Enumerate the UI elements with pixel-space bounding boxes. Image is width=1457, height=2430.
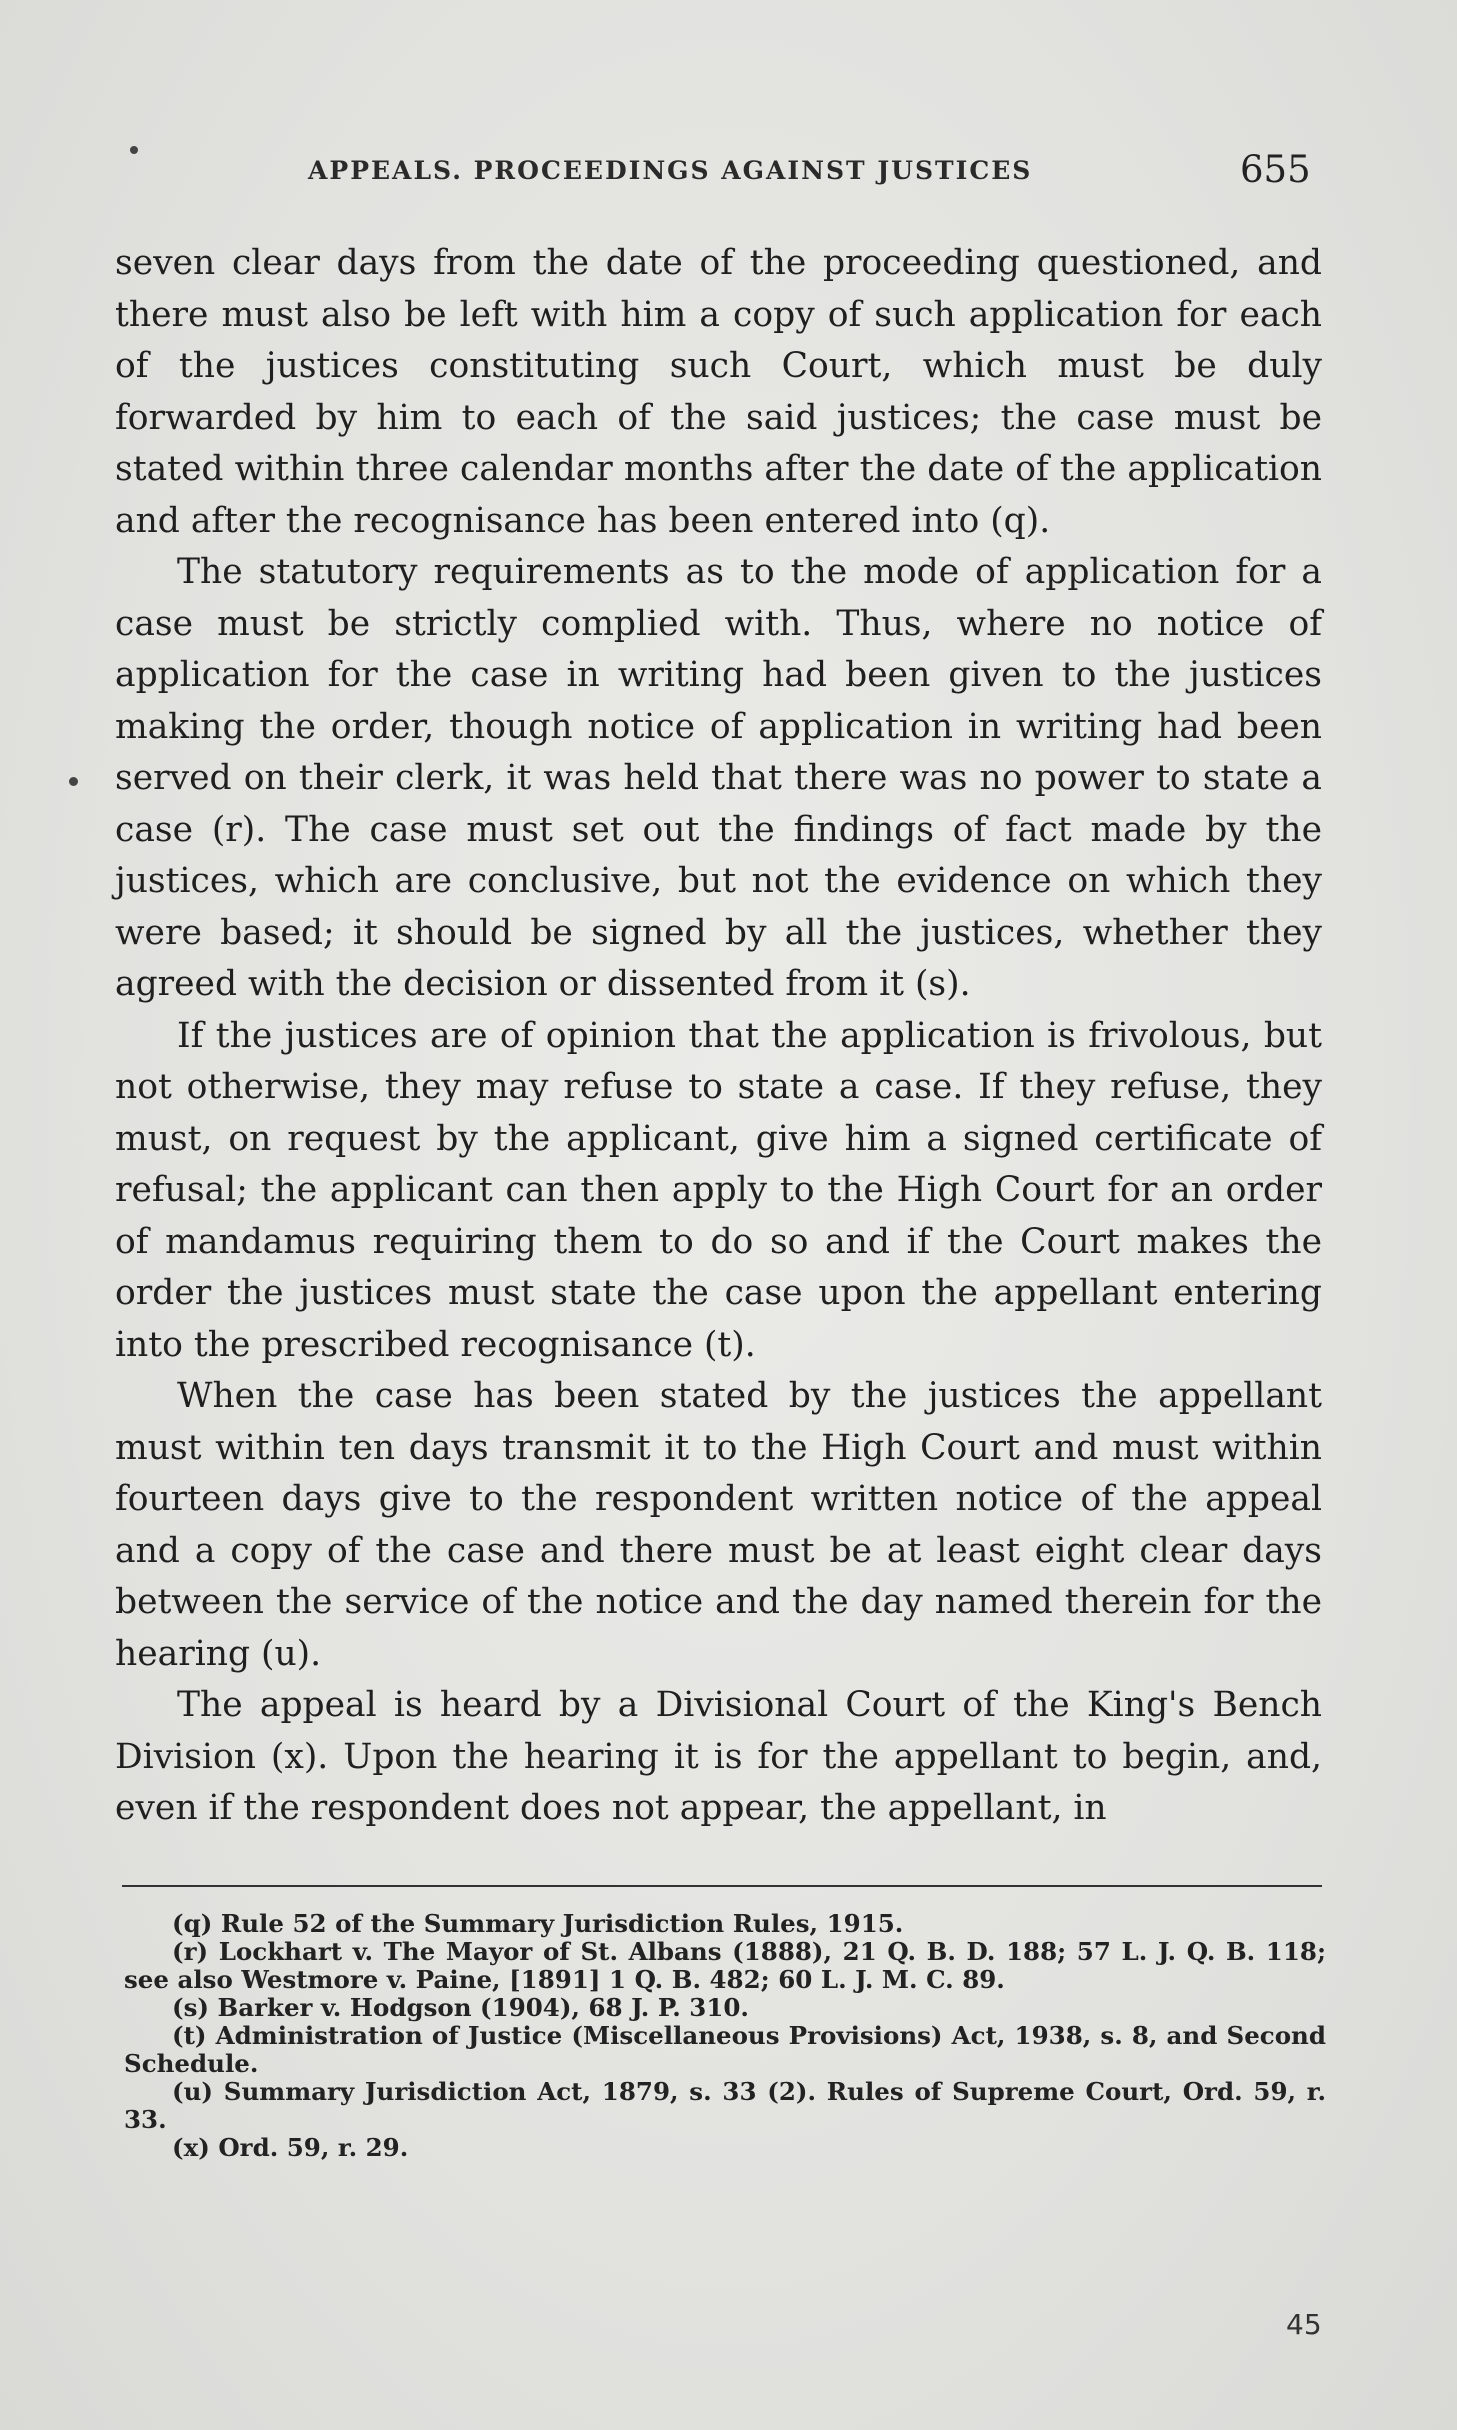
footnote-divider [122, 1885, 1322, 1887]
paragraph: If the justices are of opinion that the application is frivolous, but not otherwise, they may refuse to state a case. If they refuse, they must, on request by the applicant, give him a signed certificate of refusal; the applicant can then apply to the High Court for an order of mandamus requiring them to do so and if the Court makes the order the justices must state the case upon the appellant entering into the prescribed recognisance (t). [115, 1015, 1322, 1365]
page-header [0, 148, 1457, 194]
paragraph: seven clear days from the date of the proceeding questioned, and there must also be left with him a copy of such application for each of the justices constituting such Court, which must be duly forwarded by him to each of the said justices; the case must be stated within three calendar months after the date of the application and after the recognisance has been entered into (q). [115, 243, 1322, 541]
signature-mark: 45 [1286, 2308, 1322, 2341]
footnotes [124, 1910, 1326, 2162]
footnote: (x) Ord. 59, r. 29. [172, 2133, 409, 2162]
running-head: APPEALS. PROCEEDINGS AGAINST JUSTICES [308, 156, 1033, 185]
footnote: (s) Barker v. Hodgson (1904), 68 J. P. 310. [172, 1993, 749, 2022]
footnote: (u) Summary Jurisdiction Act, 1879, s. 33 (2). Rules of Supreme Court, Ord. 59, r. 33. [124, 2077, 1326, 2134]
footnote: (t) Administration of Justice (Miscellaneous Provisions) Act, 1938, s. 8, and Second Schedule. [124, 2021, 1326, 2078]
footnote: (q) Rule 52 of the Summary Jurisdiction Rules, 1915. [172, 1909, 904, 1938]
paragraph: When the case has been stated by the justices the appellant must within ten days transmit it to the High Court and must within fourteen days give to the respondent written notice of the appeal and a copy of the case and there must be at least eight clear days between the service of the notice and the day named therein for the hearing (u). [115, 1376, 1322, 1674]
print-speck [69, 777, 78, 786]
paragraph: The statutory requirements as to the mode of application for a case must be strictly complied with. Thus, where no notice of application for the case in writing had been given to the justices making the order, though notice of application in writing had been served on their clerk, it was held that there was no power to state a case (r). The case must set out the findings of fact made by the justices, which are conclusive, but not the evidence on which they were based; it should be signed by all the justices, whether they agreed with the decision or dissented from it (s). [115, 552, 1322, 1004]
footnote: (r) Lockhart v. The Mayor of St. Albans (1888), 21 Q. B. D. 188; 57 L. J. Q. B. 118; see also Westmore v. Paine, [1891] 1 Q. B. 482; 60 L. J. M. C. 89. [124, 1937, 1326, 1994]
paragraph: The appeal is heard by a Divisional Court of the King's Bench Division (x). Upon the hearing it is for the appellant to begin, and, even if the respondent does not appear, the appellant, in [115, 1685, 1322, 1828]
body-text [115, 238, 1322, 1835]
page-number: 655 [1240, 148, 1311, 191]
